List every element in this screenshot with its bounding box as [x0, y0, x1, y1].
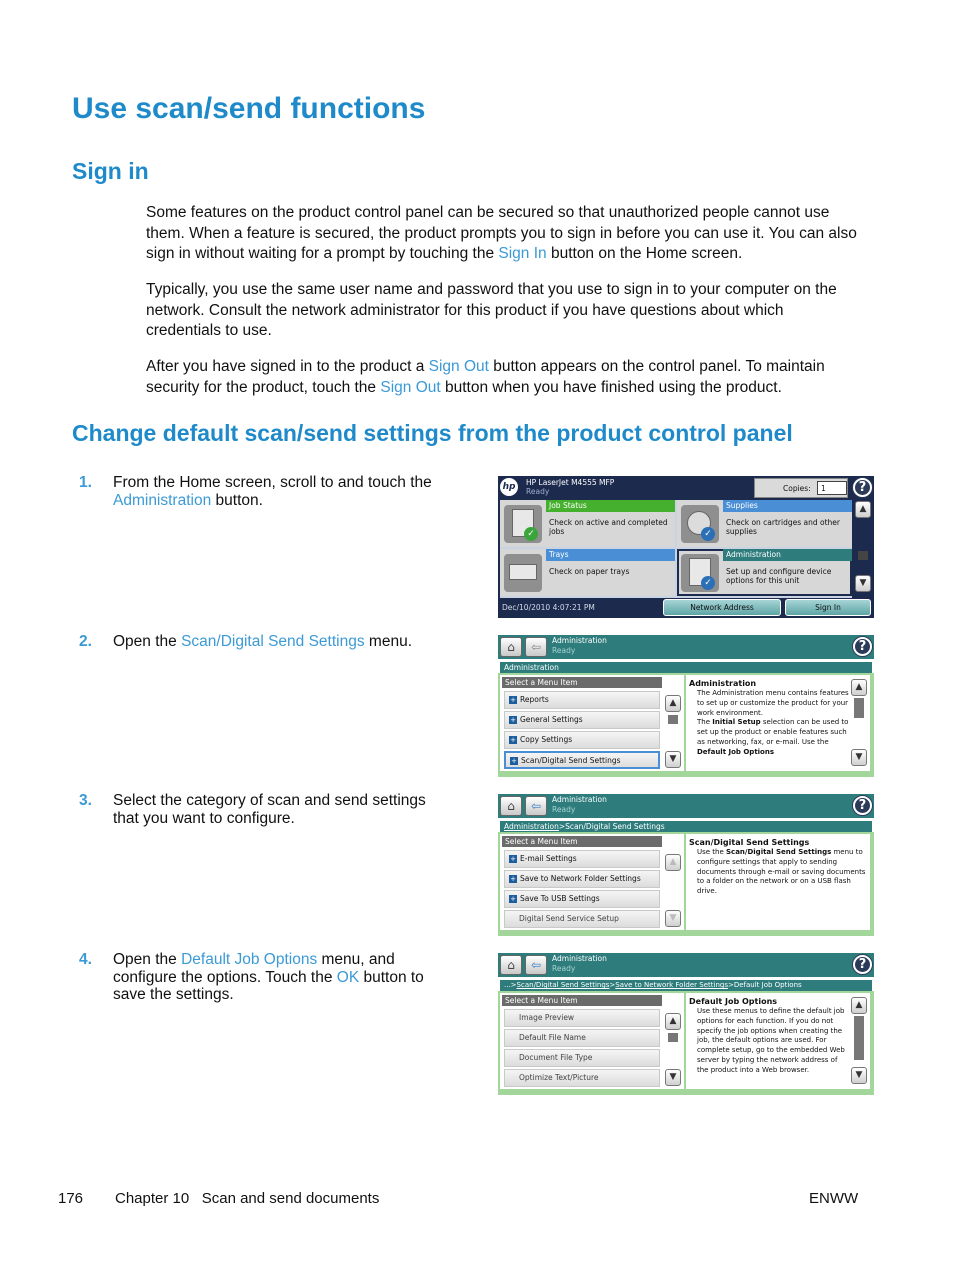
screen-status: Ready: [552, 646, 576, 655]
job-status-icon: ✓: [504, 505, 542, 543]
menu-item-label: Save To USB Settings: [520, 894, 600, 903]
screen-title: Administration: [552, 954, 607, 963]
menu-item-label: General Settings: [520, 715, 583, 724]
scroll-up-button[interactable]: ▲: [665, 695, 681, 712]
text: Some features on the product control panel can be secured so that unauthorized people cannot use them. When a feature is secured, the product prompts you to sign in before you can use it. You can also sign in without waiting for a prompt by touching the: [146, 204, 857, 262]
paragraph-sign-in-3: [146, 357, 861, 398]
administration-menu-panel: [498, 635, 874, 777]
description-pane: [686, 675, 870, 771]
paragraph-sign-in-2: Typically, you use the same user name and password that you use to sign in to your computer on the network. Consult the network administrator for this product if you have questions about which credentials to use.: [146, 281, 837, 339]
plus-icon: +: [510, 696, 516, 704]
scroll-up-button[interactable]: ▲: [855, 501, 871, 518]
chapter-title: Chapter 10 Scan and send documents: [115, 1190, 380, 1207]
copies-box: [754, 478, 848, 498]
scroll-down-button[interactable]: ▼: [851, 749, 867, 766]
description-pane: [686, 993, 870, 1089]
tile-desc: Check on paper trays: [549, 567, 630, 576]
menu-item-email-settings[interactable]: [504, 850, 660, 868]
description-text-2: [689, 718, 850, 757]
scroll-up-button[interactable]: ▲: [665, 854, 681, 871]
tile-desc: Check on cartridges and other supplies: [726, 518, 840, 536]
plus-icon: +: [510, 875, 516, 883]
scan-settings-term: Scan/Digital Send Settings: [726, 848, 832, 856]
breadcrumb: Administration: [500, 662, 872, 673]
plus-icon: +: [510, 895, 516, 903]
menu-item-copy-settings[interactable]: [504, 731, 660, 749]
back-icon[interactable]: ⇦: [525, 637, 547, 657]
trays-icon: [504, 554, 542, 592]
tile-administration[interactable]: [677, 549, 852, 596]
tile-area: [500, 500, 852, 598]
scroll-down-button[interactable]: ▼: [855, 575, 871, 592]
scrollbar-thumb[interactable]: [854, 1016, 864, 1060]
plus-icon: +: [510, 716, 516, 724]
tile-trays[interactable]: [500, 549, 675, 596]
breadcrumb-link[interactable]: Save to Network Folder Settings: [615, 981, 728, 989]
scrollbar-thumb[interactable]: [668, 1033, 678, 1042]
tile-desc: Check on active and completed jobs: [549, 518, 668, 536]
product-name: HP LaserJet M4555 MFP: [526, 478, 615, 487]
description-text: [689, 848, 866, 897]
step-1-text: [113, 474, 443, 509]
menu-item-label: Copy Settings: [520, 735, 573, 744]
menu-item-save-to-network-folder[interactable]: [504, 870, 660, 888]
menu-item-label: Reports: [520, 695, 549, 704]
description-title: Administration: [689, 679, 757, 688]
scrollbar-thumb[interactable]: [854, 698, 864, 718]
step-4-text: [113, 951, 443, 1004]
home-icon[interactable]: ⌂: [500, 796, 522, 816]
plus-icon: +: [510, 736, 516, 744]
tile-title: Administration: [723, 549, 852, 561]
step-3-text: Select the category of scan and send settings that you want to configure.: [113, 792, 426, 827]
step-number: 2.: [79, 633, 92, 650]
text: Use the: [697, 848, 727, 856]
home-icon[interactable]: ⌂: [500, 955, 522, 975]
default-job-options-term: Default Job Options: [697, 747, 775, 756]
screen-status: Ready: [552, 805, 576, 814]
home-icon[interactable]: ⌂: [500, 637, 522, 657]
supplies-icon: ✓: [681, 505, 719, 543]
default-job-options-link[interactable]: Default Job Options: [181, 951, 318, 968]
section-heading-change-defaults: Change default scan/send settings from the product control panel: [72, 420, 793, 446]
scroll-down-button[interactable]: ▼: [851, 1067, 867, 1084]
breadcrumb-prefix: ...>: [504, 981, 517, 989]
breadcrumb-current: >Scan/Digital Send Settings: [558, 822, 665, 831]
back-icon[interactable]: ⇦: [525, 796, 547, 816]
product-status: Ready: [526, 487, 550, 496]
menu-item-image-preview[interactable]: Image Preview: [504, 1009, 660, 1027]
footer-right: ENWW: [809, 1190, 859, 1207]
scroll-down-button[interactable]: ▼: [665, 751, 681, 768]
text: button on the Home screen.: [546, 245, 743, 262]
scrollbar-thumb[interactable]: [858, 551, 868, 560]
scrollbar-thumb[interactable]: [668, 715, 678, 724]
step-2-text: [113, 633, 443, 651]
scroll-down-button[interactable]: ▼: [665, 910, 681, 927]
screen-status: Ready: [552, 964, 576, 973]
copies-field[interactable]: 1: [817, 481, 847, 495]
tile-desc: Set up and configure device options for this unit: [726, 567, 832, 585]
menu-item-document-file-type[interactable]: Document File Type: [504, 1049, 660, 1067]
breadcrumb-link[interactable]: Scan/Digital Send Settings: [516, 981, 610, 989]
hp-logo-icon: hp: [500, 478, 518, 496]
ok-link[interactable]: OK: [336, 968, 360, 986]
tile-supplies[interactable]: [677, 500, 852, 547]
description-title: Scan/Digital Send Settings: [689, 838, 810, 847]
scroll-up-button[interactable]: ▲: [851, 997, 867, 1014]
screen-title: Administration: [552, 795, 607, 804]
tile-title: Trays: [546, 549, 675, 561]
text: button appears on the control panel. To maintain security for the product, touch the: [146, 358, 825, 396]
page-title: Use scan/send functions: [72, 92, 426, 125]
tile-job-status[interactable]: [500, 500, 675, 547]
text: The: [697, 718, 713, 727]
menu-item-reports[interactable]: [504, 691, 660, 709]
default-job-options-panel: [498, 953, 874, 1095]
tile-title: Supplies: [723, 500, 852, 512]
description-text: Use these menus to define the default job options for each function. If you do not specify the job options when creating the job, the default options are used. For complete setup, go to the embedded Web server by typing the network address of the product into a Web browser.: [697, 1007, 845, 1074]
text: Open the: [113, 951, 182, 968]
menu-item-scan-digital-send-settings[interactable]: [504, 751, 660, 769]
menu-item-default-file-name[interactable]: Default File Name: [504, 1029, 660, 1047]
text: Open the: [113, 633, 182, 650]
scroll-down-button[interactable]: ▼: [665, 1069, 681, 1086]
datetime: Dec/10/2010 4:07:21 PM: [502, 603, 595, 612]
description-text: The Administration menu contains features to set up or customize the product for your work environment.: [697, 689, 849, 717]
menu-list: [500, 834, 684, 930]
select-menu-header: Select a Menu Item: [502, 995, 662, 1006]
tile-title: Job Status: [546, 500, 675, 512]
back-icon[interactable]: ⇦: [525, 955, 547, 975]
step-number: 4.: [79, 951, 92, 968]
scroll-up-button[interactable]: ▲: [665, 1013, 681, 1030]
sign-out-link[interactable]: Sign Out: [428, 358, 489, 375]
page-number: 176: [58, 1190, 84, 1207]
breadcrumb-link[interactable]: Administration: [504, 822, 559, 831]
scan-settings-panel: [498, 794, 874, 936]
step-number: 1.: [79, 474, 92, 491]
screen-title: Administration: [552, 636, 607, 645]
step-number: 3.: [79, 792, 92, 809]
scan-digital-send-settings-link[interactable]: Scan/Digital Send Settings: [181, 633, 365, 650]
menu-list: [500, 993, 684, 1089]
section-heading-sign-in: Sign in: [72, 158, 149, 184]
text: After you have signed in to the product a: [146, 358, 429, 375]
paragraph-sign-in-1: [146, 203, 861, 265]
text: button when you have finished using the product.: [440, 378, 782, 396]
network-address-button[interactable]: Network Address: [663, 599, 781, 616]
menu-frame: [498, 991, 874, 1095]
text: button to save the settings.: [113, 968, 424, 1003]
plus-icon: +: [511, 757, 517, 765]
breadcrumb-current: >Default Job Options: [727, 981, 802, 989]
breadcrumb: [500, 821, 872, 832]
breadcrumb-separator: >: [609, 981, 616, 989]
menu-item-save-to-usb[interactable]: [504, 890, 660, 908]
breadcrumb: [500, 980, 872, 991]
sign-in-button[interactable]: Sign In: [785, 599, 871, 616]
text: selection can be used to set up the product or enable features such as networking, fax, or e-mail. Use the: [697, 718, 849, 746]
scroll-up-button[interactable]: ▲: [851, 679, 867, 696]
description-title: Default Job Options: [689, 997, 778, 1006]
help-icon[interactable]: ?: [853, 637, 872, 656]
sign-in-link[interactable]: Sign In: [498, 245, 547, 262]
select-menu-header: Select a Menu Item: [502, 677, 662, 688]
menu-item-label: E-mail Settings: [520, 854, 577, 863]
administration-link[interactable]: Administration: [113, 491, 212, 509]
menu-item-digital-send-service[interactable]: Digital Send Service Setup: [504, 910, 660, 928]
help-icon[interactable]: ?: [853, 478, 872, 497]
help-icon[interactable]: ?: [853, 796, 872, 815]
initial-setup-term: Initial Setup: [712, 718, 761, 727]
home-screen-panel: [498, 476, 874, 618]
text: menu, and configure the options. Touch the: [113, 951, 395, 986]
copies-label: Copies:: [783, 484, 811, 493]
select-menu-header: Select a Menu Item: [502, 836, 662, 847]
text: button.: [211, 491, 263, 509]
menu-frame: [498, 832, 874, 936]
description-pane: [686, 834, 870, 930]
administration-icon: ✓: [681, 554, 719, 592]
menu-item-label: Save to Network Folder Settings: [520, 874, 641, 883]
plus-icon: +: [510, 855, 516, 863]
sign-out-link[interactable]: Sign Out: [380, 378, 441, 396]
menu-frame: [498, 673, 874, 777]
menu-item-optimize-text-picture[interactable]: Optimize Text/Picture: [504, 1069, 660, 1087]
menu-item-general-settings[interactable]: [504, 711, 660, 729]
text: menu to configure settings that apply to sending documents through e-mail or saving documents to a folder on the network or on a USB flash drive.: [697, 848, 866, 896]
menu-item-label: Scan/Digital Send Settings: [521, 756, 621, 765]
menu-list: [500, 675, 684, 771]
help-icon[interactable]: ?: [853, 955, 872, 974]
text: From the Home screen, scroll to and touch the: [113, 474, 432, 491]
text: menu.: [364, 633, 412, 650]
